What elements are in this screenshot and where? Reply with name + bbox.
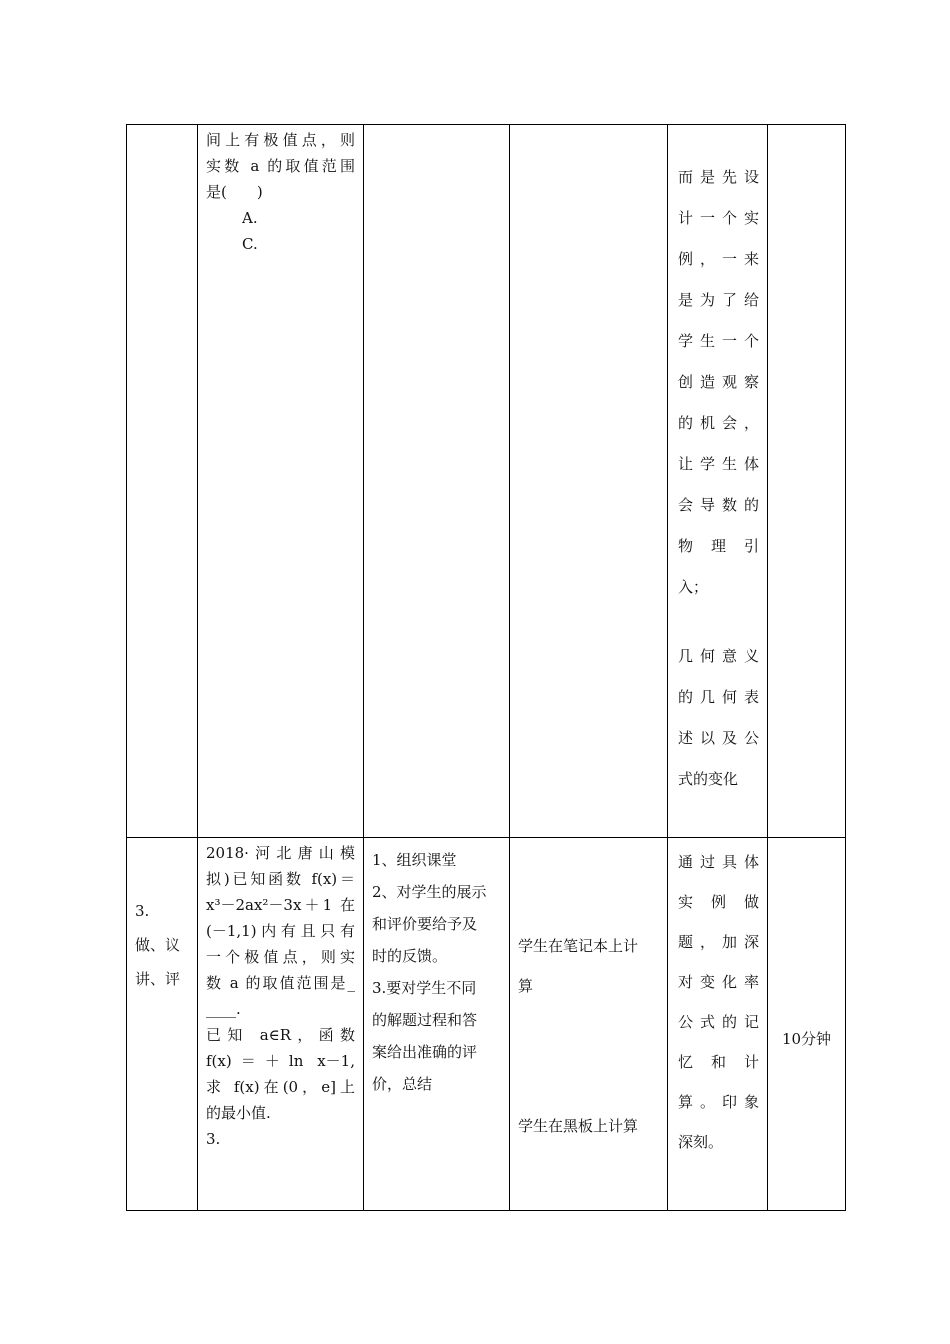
design-line: 公式的记 (678, 1013, 759, 1031)
student-line: 学生在笔记本上计 (518, 937, 639, 955)
lesson-plan-table (126, 124, 846, 1211)
design-line: 对变化率 (678, 973, 759, 991)
time-cell (768, 125, 846, 838)
stage-line: 讲、评 (135, 970, 181, 988)
content-line: 3. (206, 1130, 221, 1148)
option-c: C. (242, 235, 258, 253)
design-line: 是为了给 (678, 291, 759, 309)
teacher-line: 2、对学生的展示 (372, 883, 487, 901)
content-line: x³－2ax²－3x＋1 在 (206, 896, 355, 914)
design-line: 创造观察 (678, 373, 759, 391)
stage-cell (127, 838, 198, 1211)
content-line: 是( ) (206, 183, 263, 201)
design-line: 物 理 引 (678, 537, 759, 555)
content-line: f(x)＝＋ln x－1, (206, 1052, 355, 1070)
design-line: 题，加深 (678, 933, 759, 951)
design-line: 深刻。 (678, 1133, 724, 1151)
teacher-line: 3.要对学生不同 (372, 979, 477, 997)
teacher-line: 价，总结 (372, 1075, 433, 1093)
design-line: 几何意义 (678, 647, 759, 665)
content-line: 一个极值点，则实 (206, 948, 355, 966)
table-row (127, 125, 846, 838)
design-line: 而是先设 (678, 168, 759, 186)
content-line: 的最小值. (206, 1104, 271, 1122)
content-line: 拟)已知函数 f(x)＝ (206, 870, 355, 888)
content-line: 数 a 的取值范围是_ (206, 974, 355, 992)
design-line: 算。印象 (678, 1093, 759, 1111)
teacher-line: 案给出准确的评 (372, 1043, 478, 1061)
design-line: 入； (678, 578, 709, 596)
design-intent-cell (668, 125, 768, 838)
design-line: 通过具体 (678, 853, 759, 871)
design-line: 的机会， (678, 414, 759, 432)
teacher-line: 和评价要给予及 (372, 915, 478, 933)
student-line: 学生在黑板上计算 (518, 1117, 639, 1135)
teacher-line: 时的反馈。 (372, 947, 448, 965)
option-a: A. (242, 209, 258, 227)
content-line: 实数 a 的取值范围 (206, 157, 355, 175)
time-cell (768, 838, 846, 1211)
design-line: 会导数的 (678, 496, 759, 514)
student-activity-cell (510, 125, 668, 838)
design-line: 述以及公 (678, 729, 759, 747)
design-line: 忆 和 计 (678, 1053, 759, 1071)
design-line: 例，一来 (678, 250, 759, 268)
duration-label: 10分钟 (781, 1030, 832, 1048)
design-line: 计一个实 (678, 209, 759, 227)
design-line: 让学生体 (678, 455, 759, 473)
design-line: 学生一个 (678, 332, 759, 350)
stage-cell (127, 125, 198, 838)
design-line: 的几何表 (678, 688, 759, 706)
teacher-line: 的解题过程和答 (372, 1011, 478, 1029)
content-cell (198, 125, 364, 838)
content-line: 求 f(x)在(0，e]上 (206, 1078, 355, 1096)
table-row (127, 838, 846, 1211)
teacher-line: 1、组织课堂 (372, 851, 457, 869)
content-line: 已知 a∈R，函数 (206, 1026, 355, 1044)
stage-line: 做、议 (135, 936, 181, 954)
content-line: (－1,1)内有且只有 (206, 922, 355, 940)
teacher-activity-cell (364, 838, 510, 1211)
design-line: 实 例 做 (678, 893, 759, 911)
content-line: 间上有极值点，则 (206, 131, 355, 149)
content-line: 2018·河北唐山模 (206, 844, 355, 862)
design-line: 式的变化 (678, 770, 739, 788)
design-intent-cell (668, 838, 768, 1211)
student-activity-cell (510, 838, 668, 1211)
teacher-activity-cell (364, 125, 510, 838)
student-line: 算 (518, 977, 534, 995)
content-line: ____. (206, 1000, 241, 1018)
stage-line: 3. (135, 902, 150, 920)
content-cell (198, 838, 364, 1211)
